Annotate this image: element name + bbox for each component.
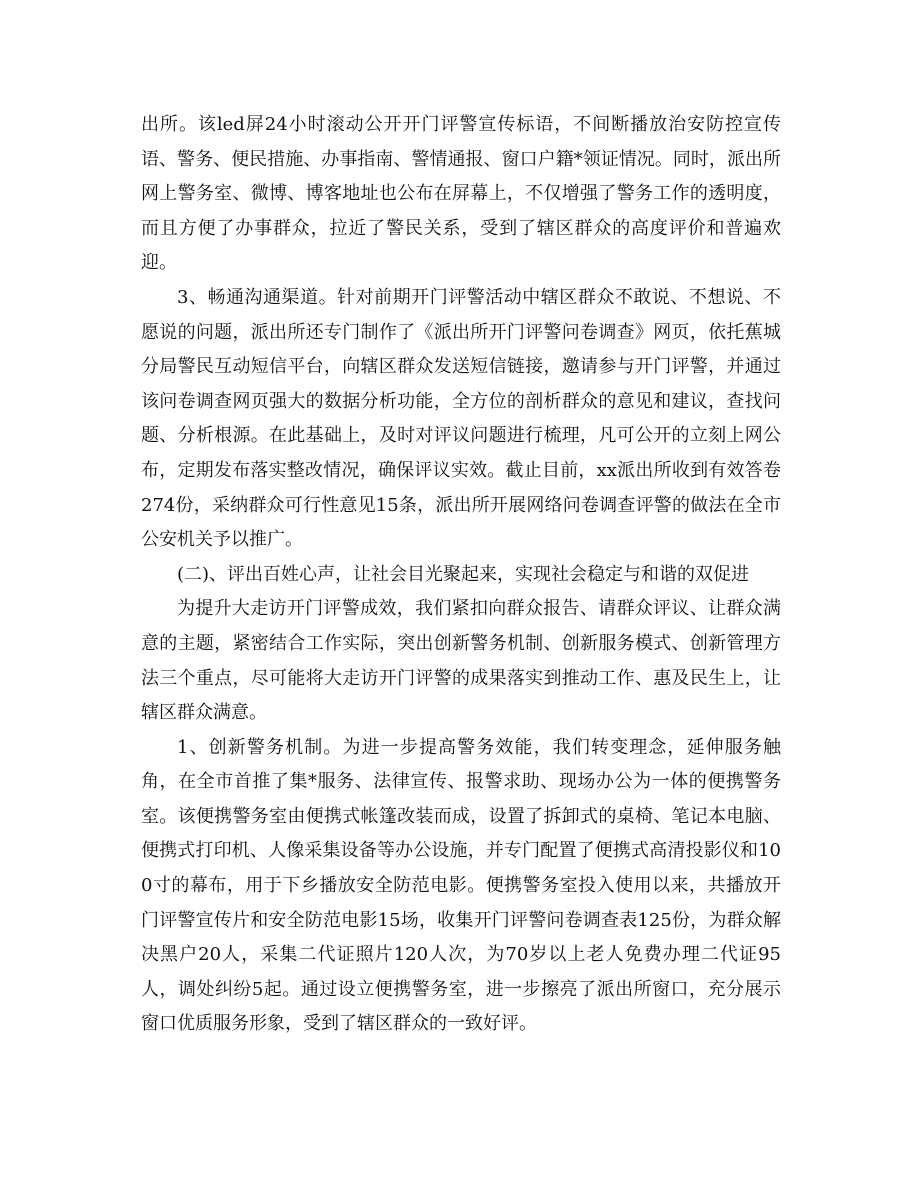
section-heading: (二)、评出百姓心声，让社会目光聚起来，实现社会稳定与和谐的双促进 (177, 563, 750, 585)
paragraph-innovation: 1、创新警务机制。为进一步提高警务效能，我们转变理念，延伸服务触角，在全市首推了集*服务、法律宣传、报警求助、现场办公为一体的便携警务室。该便携警务室由便携式帐篷改装而成，设置了拆卸式的桌椅、笔记本电脑、便携式打印机、人像采集设备等办公设施，并专门配置了便携式高清投影仪和100寸的幕布，用于下乡播放安全防范电影。便携警务室投入使用以来，共播放开门评警宣传片和安全防范电影15场，收集开门评警问卷调查表125份，为群众解决黑户20人，采集二代证照片120人次，为70岁以上老人免费办理二代证95人，调处纠纷5起。通过设立便携警务室，进一步擦亮了派出所窗口，充分展示窗口优质服务形象，受到了辖区群众的一致好评。 (141, 736, 781, 1035)
paragraph-continuation: 出所。该led屏24小时滚动公开开门评警宣传标语，不间断播放治安防控宣传语、警务、便民措施、办事指南、警情通报、窗口户籍*领证情况。同时，派出所网上警务室、微博、博客地址也公布在屏幕上，不仅增强了警务工作的透明度，而且方便了办事群众，拉近了警民关系，受到了辖区群众的高度评价和普遍欢迎。 (141, 114, 781, 274)
paragraph-communication: 3、畅通沟通渠道。针对前期开门评警活动中辖区群众不敢说、不想说、不愿说的问题，派出所还专门制作了《派出所开门评警问卷调查》网页，依托蕉城分局警民互动短信平台，向辖区群众发送短信链接，邀请参与开门评警，并通过该问卷调查网页强大的数据分析功能，全方位的剖析群众的意见和建议，查找问题、分析根源。在此基础上，及时对评议问题进行梳理，凡可公开的立刻上网公布，定期发布落实整改情况，确保评议实效。截止目前，xx派出所收到有效答卷274份，采纳群众可行性意见15条，派出所开展网络问卷调查评警的做法在全市公安机关予以推广。 (141, 286, 781, 551)
document-body (141, 108, 781, 1042)
paragraph-intro: 为提升大走访开门评警成效，我们紧扣向群众报告、请群众评议、让群众满意的主题，紧密结合工作实际，突出创新警务机制、创新服务模式、创新管理方法三个重点，尽可能将大走访开门评警的成果落实到推动工作、惠及民生上，让辖区群众满意。 (141, 598, 781, 724)
